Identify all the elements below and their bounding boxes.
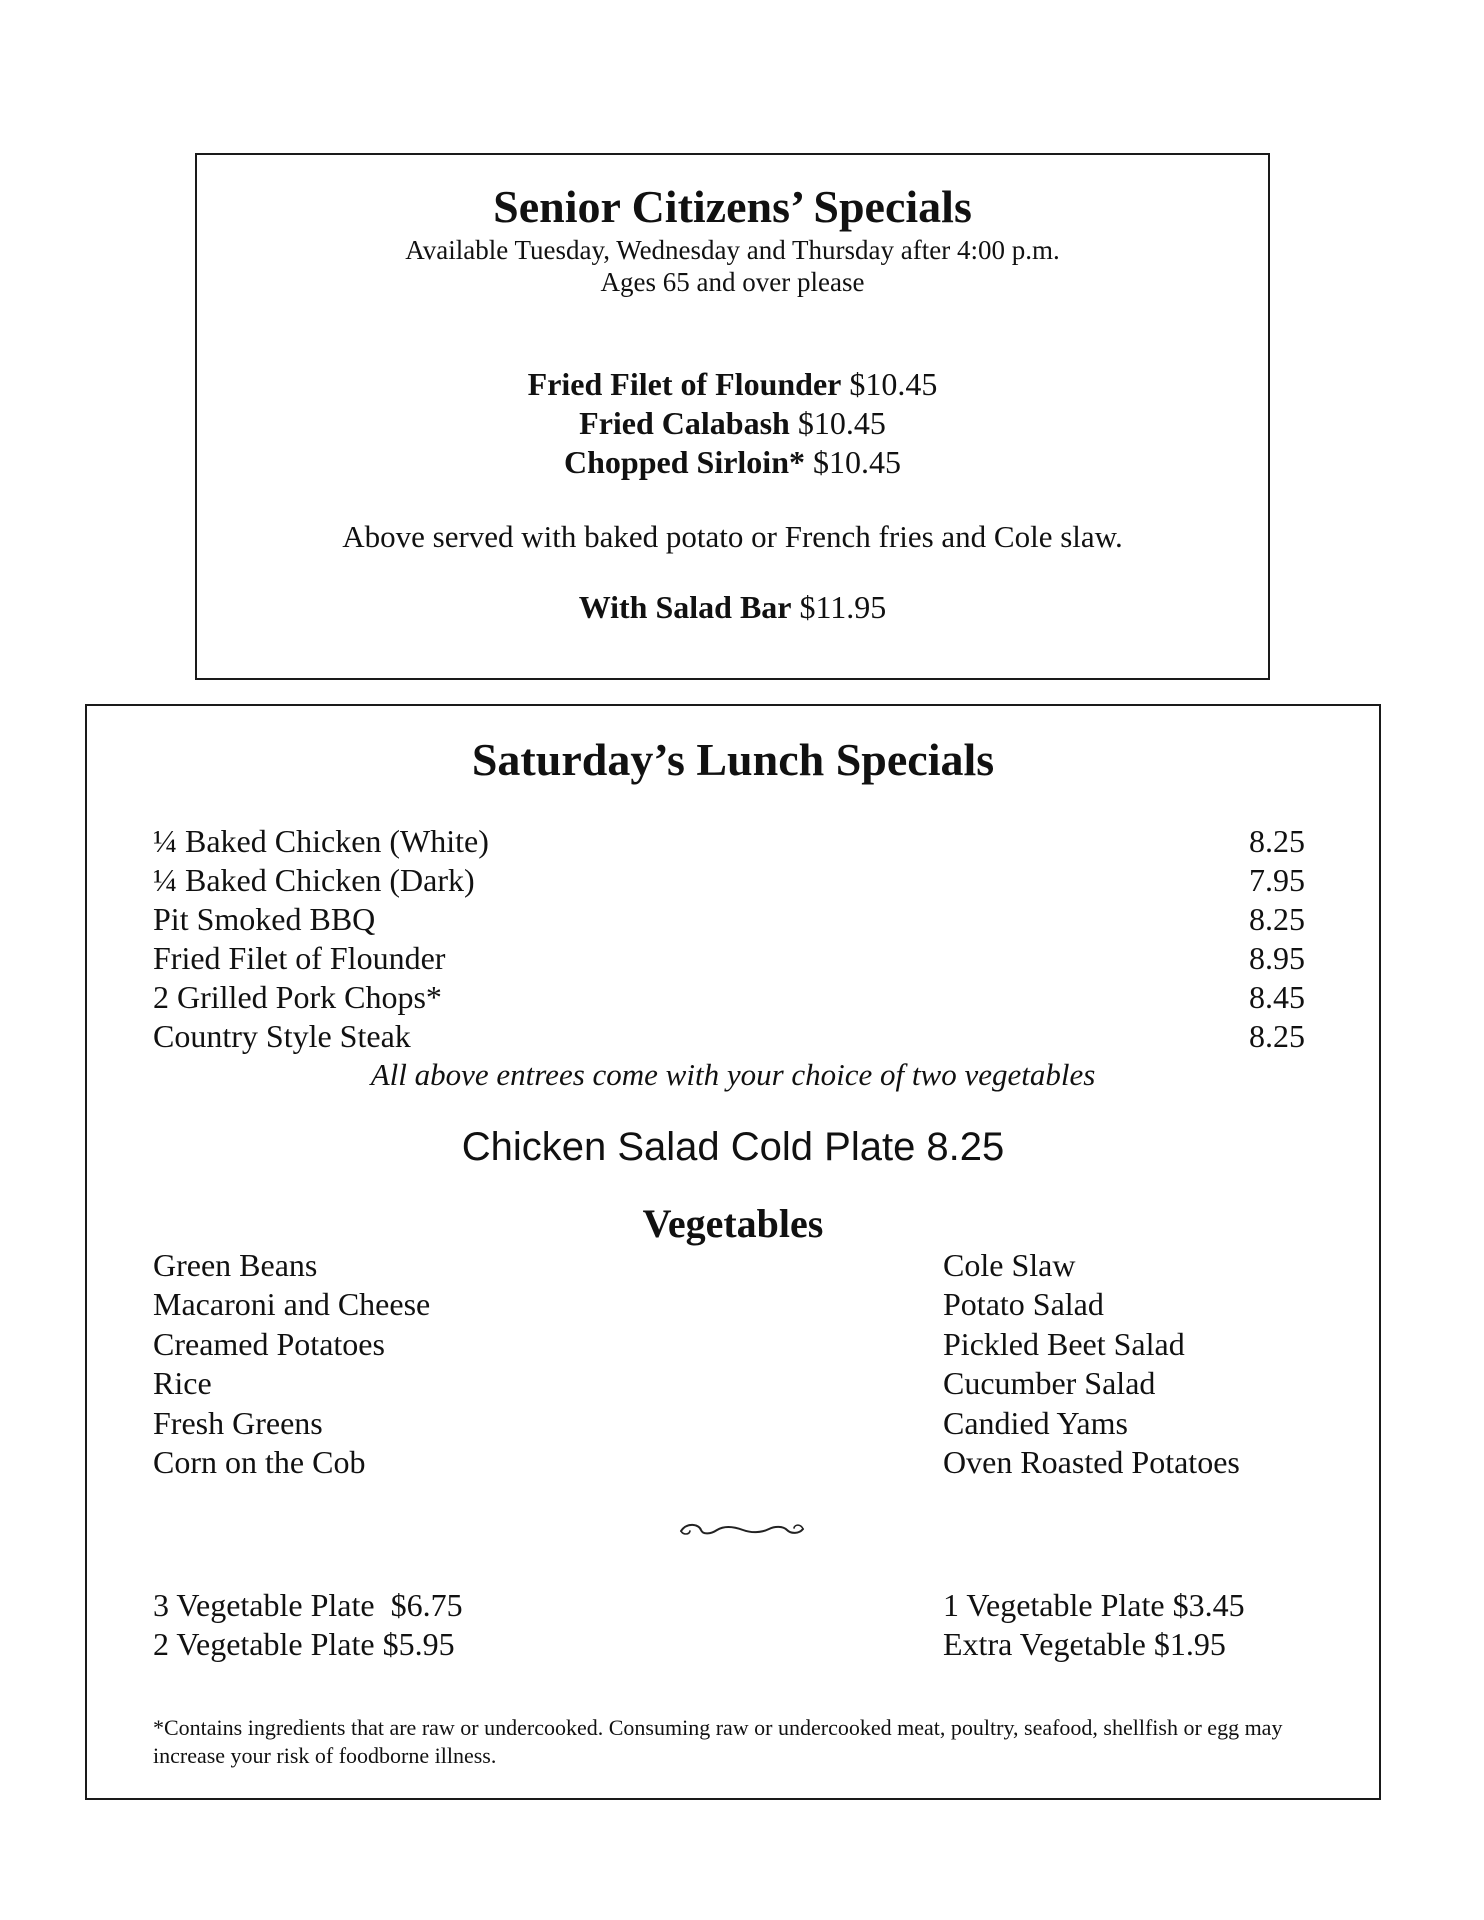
lunch-item-price: 8.45 (1249, 979, 1305, 1015)
senior-item-price: $10.45 (849, 366, 938, 402)
lunch-item (153, 978, 1305, 1017)
vegetable-item: Potato Salad (943, 1286, 1104, 1323)
flourish-ornament (677, 1518, 807, 1542)
vegetable-item: Macaroni and Cheese (153, 1286, 431, 1323)
raw-food-disclaimer: *Contains ingredients that are raw or undercooked. Consuming raw or undercooked meat, poultry, seafood, shellfish or egg may increase your risk of foodborne illness. (153, 1715, 1283, 1768)
lunch-item (153, 939, 1305, 978)
plate-price-item: 2 Vegetable Plate $5.95 (153, 1626, 455, 1662)
vegetable-item: Creamed Potatoes (153, 1325, 385, 1362)
lunch-item-price: 7.95 (1249, 862, 1305, 898)
plate-price-item: 1 Vegetable Plate $3.45 (943, 1587, 1245, 1623)
lunch-item-price: 8.95 (1249, 940, 1305, 976)
salad-bar-price: $11.95 (799, 589, 887, 625)
senior-item-price: $10.45 (812, 444, 901, 480)
senior-item-price: $10.45 (797, 405, 886, 441)
senior-specials-box (195, 153, 1270, 680)
vegetable-item: Fresh Greens (153, 1404, 323, 1441)
lunch-item-price: 8.25 (1249, 1018, 1305, 1054)
vegetable-item: Rice (153, 1365, 212, 1402)
vegetable-item: Candied Yams (943, 1404, 1128, 1441)
senior-salad-bar (197, 588, 1268, 627)
vegetable-item: Green Beans (153, 1247, 318, 1283)
lunch-item-name: 2 Grilled Pork Chops* (153, 979, 442, 1015)
senior-item-name: Fried Calabash (579, 405, 790, 441)
senior-item-name: Fried Filet of Flounder (527, 366, 842, 402)
vegetable-item: Oven Roasted Potatoes (943, 1444, 1240, 1481)
senior-age-note: Ages 65 and over please (600, 267, 865, 297)
vegetables-heading: Vegetables (642, 1201, 824, 1246)
lunch-item (153, 822, 1305, 861)
senior-served-note: Above served with baked potato or French fries and Cole slaw. (342, 519, 1123, 554)
vegetable-item: Cucumber Salad (943, 1365, 1156, 1402)
cold-plate-item: Chicken Salad Cold Plate 8.25 (461, 1125, 1005, 1169)
salad-bar-label: With Salad Bar (578, 589, 792, 625)
senior-availability: Available Tuesday, Wednesday and Thursday after 4:00 p.m. (405, 235, 1060, 265)
vegetables-right-list (943, 1246, 1240, 1482)
senior-item (197, 404, 1268, 443)
entree-vegetable-note: All above entrees come with your choice of two vegetables (370, 1057, 1096, 1092)
lunch-item-name: ¼ Baked Chicken (Dark) (153, 862, 475, 898)
lunch-item-price: 8.25 (1249, 823, 1305, 859)
plate-prices-left (153, 1586, 463, 1664)
vegetable-item: Pickled Beet Salad (943, 1325, 1185, 1362)
lunch-specials-box (85, 704, 1381, 1800)
lunch-item-name: Country Style Steak (153, 1018, 411, 1054)
vegetable-item: Corn on the Cob (153, 1444, 366, 1481)
plate-prices-right (943, 1586, 1245, 1664)
senior-specials-title: Senior Citizens’ Specials (493, 181, 972, 232)
plate-price-item: Extra Vegetable $1.95 (943, 1626, 1226, 1662)
lunch-item-price: 8.25 (1249, 901, 1305, 937)
lunch-item-name: ¼ Baked Chicken (White) (153, 823, 489, 859)
lunch-item (153, 900, 1305, 939)
senior-item (197, 443, 1268, 482)
plate-price-item: 3 Vegetable Plate $6.75 (153, 1587, 463, 1623)
senior-item-name: Chopped Sirloin* (564, 444, 805, 480)
vegetable-item: Cole Slaw (943, 1247, 1076, 1283)
lunch-item (153, 861, 1305, 900)
vegetables-left-list (153, 1246, 430, 1482)
lunch-item (153, 1017, 1305, 1056)
lunch-specials-title: Saturday’s Lunch Specials (471, 734, 995, 785)
senior-item (197, 365, 1268, 404)
lunch-item-name: Fried Filet of Flounder (153, 940, 446, 976)
lunch-item-name: Pit Smoked BBQ (153, 901, 376, 937)
